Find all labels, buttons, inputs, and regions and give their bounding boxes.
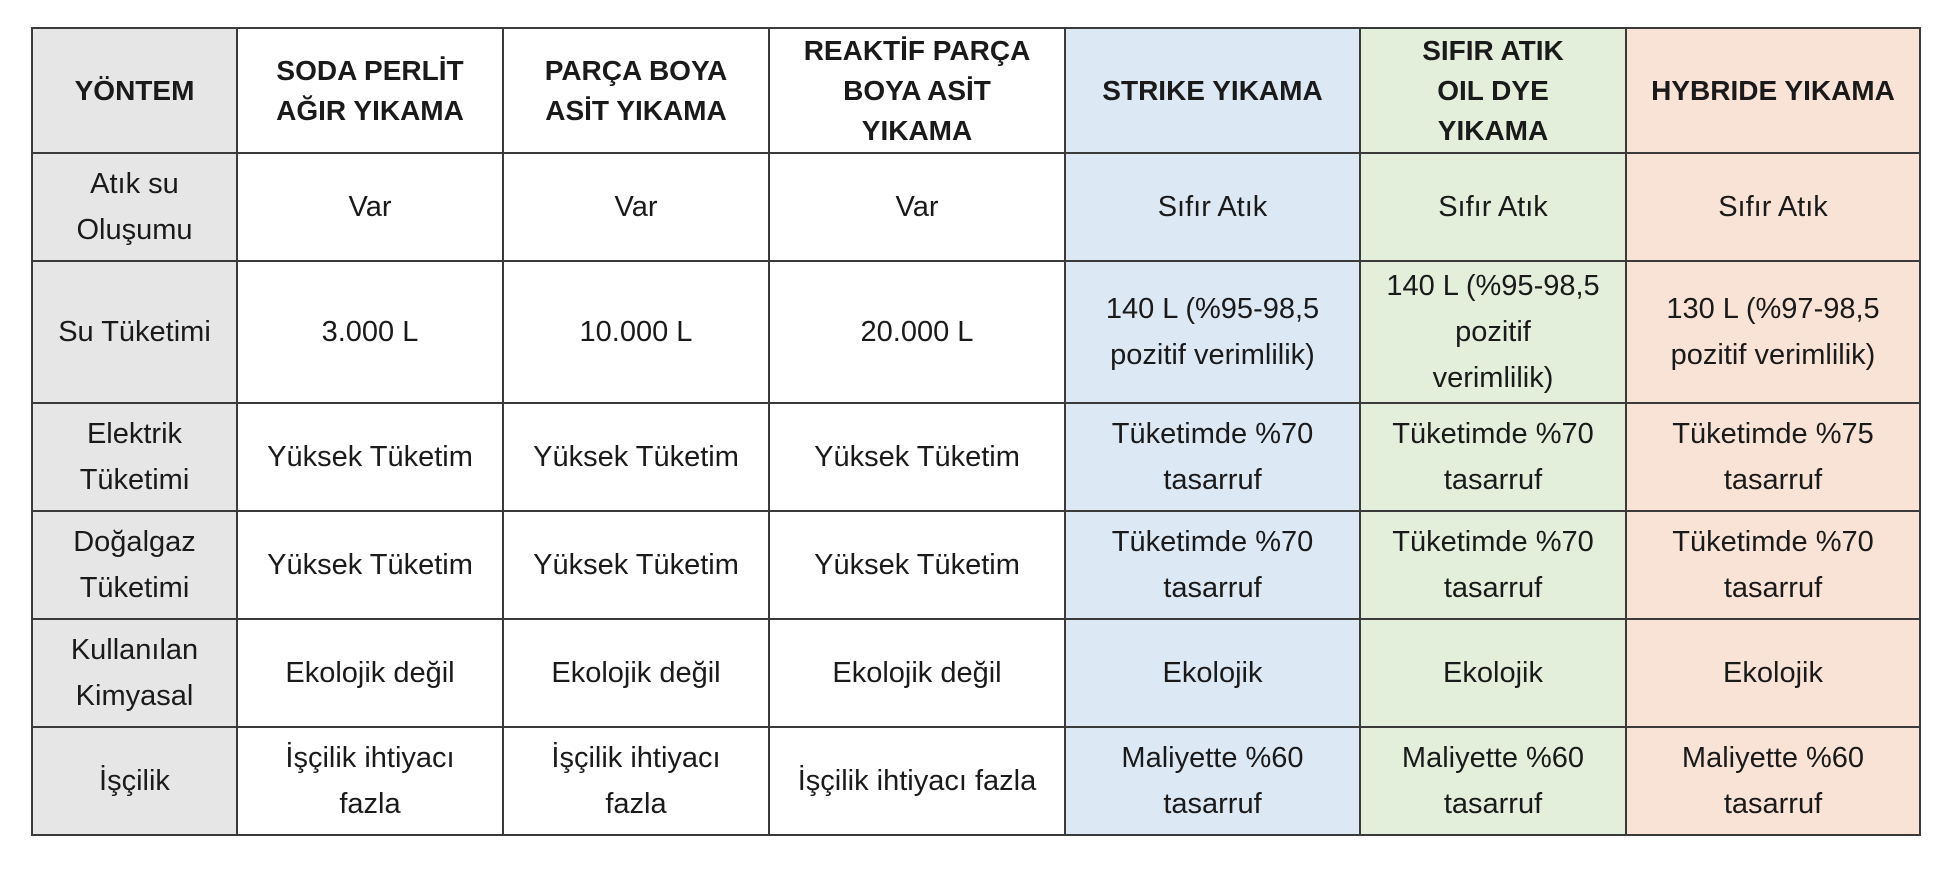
table-row — [32, 403, 1920, 511]
row-label-electricity: Elektrik Tüketimi — [32, 403, 237, 511]
table-cell: Yüksek Tüketim — [503, 403, 769, 511]
table-cell: Maliyette %60 tasarruf — [1065, 727, 1360, 835]
header-row — [32, 28, 1920, 153]
table-cell: 130 L (%97-98,5 pozitif verimlilik) — [1626, 261, 1920, 403]
header-piece-dye-acid: PARÇA BOYA ASİT YIKAMA — [503, 28, 769, 153]
header-soda-perlite: SODA PERLİT AĞIR YIKAMA — [237, 28, 503, 153]
row-label-labor: İşçilik — [32, 727, 237, 835]
table-row — [32, 619, 1920, 727]
table-cell: İşçilik ihtiyacı fazla — [769, 727, 1065, 835]
table-cell: 3.000 L — [237, 261, 503, 403]
table-cell: Ekolojik değil — [237, 619, 503, 727]
table-cell: Tüketimde %70 tasarruf — [1360, 511, 1626, 619]
table-row — [32, 511, 1920, 619]
table-cell: İşçilik ihtiyacı fazla — [503, 727, 769, 835]
table-cell: Yüksek Tüketim — [237, 511, 503, 619]
table-row — [32, 261, 1920, 403]
table-cell: Tüketimde %70 tasarruf — [1065, 403, 1360, 511]
header-hybride: HYBRIDE YIKAMA — [1626, 28, 1920, 153]
table-cell: 140 L (%95-98,5 pozitif verimlilik) — [1360, 261, 1626, 403]
row-label-chemicals: Kullanılan Kimyasal — [32, 619, 237, 727]
table-cell: 20.000 L — [769, 261, 1065, 403]
table-cell: Yüksek Tüketim — [237, 403, 503, 511]
table-cell: Tüketimde %70 tasarruf — [1626, 511, 1920, 619]
table-cell: Yüksek Tüketim — [769, 403, 1065, 511]
header-reactive-piece-dye: REAKTİF PARÇA BOYA ASİT YIKAMA — [769, 28, 1065, 153]
table-cell: 140 L (%95-98,5 pozitif verimlilik) — [1065, 261, 1360, 403]
table-cell: Var — [769, 153, 1065, 261]
washing-methods-comparison-table — [31, 27, 1921, 836]
header-zero-waste-oil-dye: SIFIR ATIK OIL DYE YIKAMA — [1360, 28, 1626, 153]
table-cell: Sıfır Atık — [1360, 153, 1626, 261]
table-cell: 10.000 L — [503, 261, 769, 403]
table-cell: Maliyette %60 tasarruf — [1360, 727, 1626, 835]
header-method: YÖNTEM — [32, 28, 237, 153]
table-row — [32, 727, 1920, 835]
table-cell: Tüketimde %75 tasarruf — [1626, 403, 1920, 511]
table-cell: Tüketimde %70 tasarruf — [1065, 511, 1360, 619]
table-cell: Maliyette %60 tasarruf — [1626, 727, 1920, 835]
table-cell: Ekolojik — [1626, 619, 1920, 727]
table-cell: Ekolojik değil — [769, 619, 1065, 727]
table-cell: Tüketimde %70 tasarruf — [1360, 403, 1626, 511]
table-cell: Sıfır Atık — [1065, 153, 1360, 261]
table-cell: Var — [503, 153, 769, 261]
table-row — [32, 153, 1920, 261]
table-cell: İşçilik ihtiyacı fazla — [237, 727, 503, 835]
table-cell: Var — [237, 153, 503, 261]
row-label-wastewater: Atık su Oluşumu — [32, 153, 237, 261]
table-cell: Yüksek Tüketim — [503, 511, 769, 619]
table-cell: Ekolojik değil — [503, 619, 769, 727]
table-cell: Sıfır Atık — [1626, 153, 1920, 261]
table-cell: Ekolojik — [1360, 619, 1626, 727]
row-label-natural-gas: Doğalgaz Tüketimi — [32, 511, 237, 619]
table-cell: Yüksek Tüketim — [769, 511, 1065, 619]
row-label-water-consumption: Su Tüketimi — [32, 261, 237, 403]
table-cell: Ekolojik — [1065, 619, 1360, 727]
header-strike: STRIKE YIKAMA — [1065, 28, 1360, 153]
